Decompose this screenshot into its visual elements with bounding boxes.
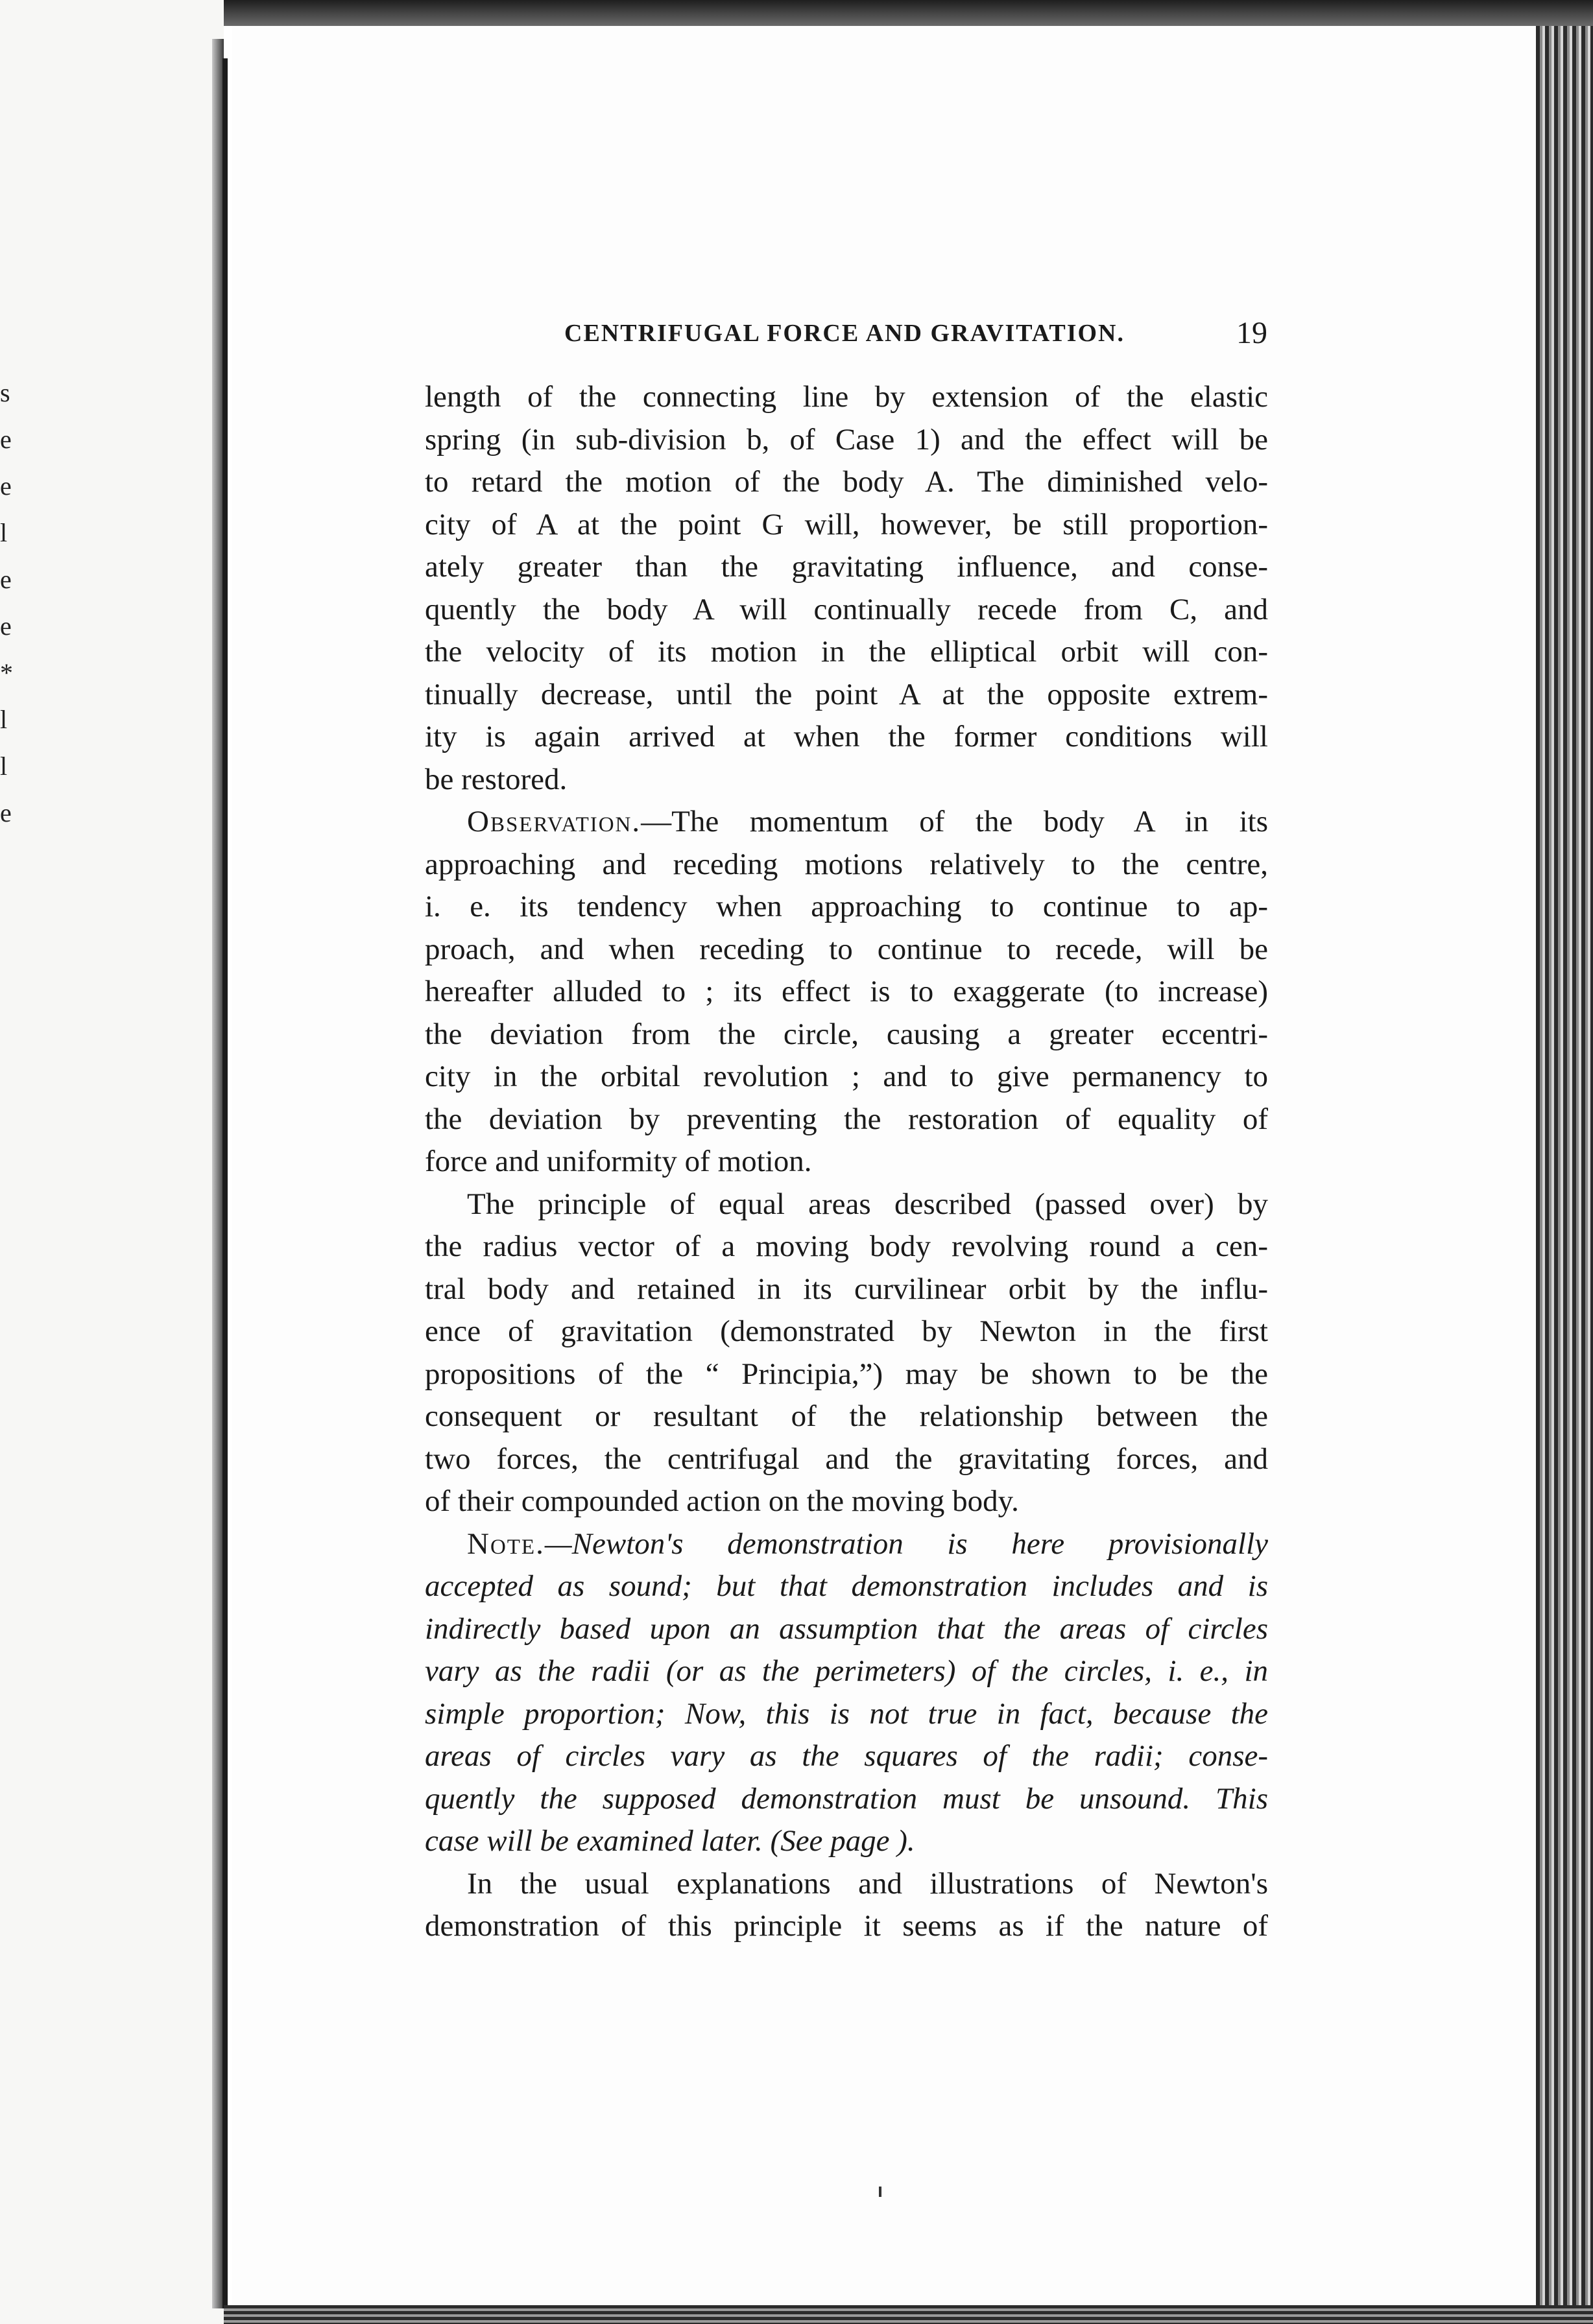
note-line: quently the supposed demonstration must be unsound. This <box>425 1781 1268 1816</box>
page-stack-edge-bottom <box>224 2305 1593 2324</box>
note-line: accepted as sound; but that demonstration includes and is <box>425 1569 1268 1603</box>
note-first-line-text: —Newton's demonstration is here provisionally <box>544 1526 1268 1561</box>
text-line: spring (in sub-division b, of Case 1) and the effect will be <box>425 422 1268 456</box>
text-line: be restored. <box>425 762 568 796</box>
observation-label: Observation. <box>467 805 641 838</box>
text-line: hereafter alluded to ; its effect is to exaggerate (to increase) <box>425 975 1268 1008</box>
text-line: of their compounded action on the moving body. <box>425 1484 1019 1518</box>
ink-speck <box>879 2187 881 2197</box>
text-line: demonstration of this principle it seems as if the nature of <box>425 1909 1268 1943</box>
text-line: force and uniformity of motion. <box>425 1144 812 1178</box>
fragment: e <box>0 565 12 594</box>
observation-first-line <box>425 801 1268 844</box>
facing-page-left <box>0 0 224 2324</box>
note-label: Note. <box>467 1526 545 1561</box>
text-line: the velocity of its motion in the elliptical orbit will con- <box>425 635 1268 669</box>
text-line: proach, and when receding to continue to recede, will be <box>425 932 1268 966</box>
fragment: e <box>0 611 12 641</box>
text-line: approaching and receding motions relatively to the centre, <box>425 847 1268 881</box>
text-line: tinually decrease, until the point A at the opposite extrem- <box>425 677 1268 711</box>
fragment: l <box>0 705 8 734</box>
note-line: areas of circles vary as the squares of the radii; conse- <box>425 1739 1268 1773</box>
note-line: indirectly based upon an assumption that the areas of circles <box>425 1611 1268 1646</box>
text-line: city in the orbital revolution ; and to give permanency to <box>425 1060 1268 1093</box>
text-line: city of A at the point G will, however, be still proportion- <box>425 507 1268 541</box>
note-line: case will be examined later. (See page ). <box>425 1824 915 1858</box>
fragment: e <box>0 425 12 454</box>
text-line: length of the connecting line by extension of the elastic <box>425 380 1268 414</box>
fragment: l <box>0 518 8 547</box>
page-number: 19 <box>1236 316 1267 350</box>
text-line: the radius vector of a moving body revolving round a cen- <box>425 1229 1268 1263</box>
scan-top-shadow <box>224 0 1593 26</box>
page-stack-edge-right <box>1536 26 1593 2324</box>
text-line: The principle of equal areas described (passed over) by <box>467 1187 1268 1221</box>
fragment: l <box>0 752 8 781</box>
body-text <box>425 376 1268 1948</box>
fragment: e <box>0 471 12 501</box>
text-line: the deviation from the circle, causing a greater eccentri- <box>425 1017 1268 1051</box>
text-line: i. e. its tendency when approaching to continue to ap- <box>425 890 1268 923</box>
running-head-title: CENTRIFUGAL FORCE AND GRAVITATION. <box>564 320 1125 347</box>
text-line: two forces, the centrifugal and the gravitating forces, and <box>425 1441 1268 1476</box>
text-line: ity is again arrived at when the former conditions will <box>425 720 1268 753</box>
text-line: ately greater than the gravitating influence, and conse- <box>425 550 1268 584</box>
fragment: e <box>0 798 12 827</box>
note-line: vary as the radii (or as the perimeters) of the circles, i. e., in <box>425 1654 1268 1688</box>
note-line: simple proportion; Now, this is not true in fact, because the <box>425 1696 1268 1731</box>
text-line: the deviation by preventing the restoration of equality of <box>425 1102 1268 1136</box>
fragment: s <box>0 378 10 407</box>
text-line: ence of gravitation (demonstrated by Newton in the first <box>425 1314 1268 1348</box>
text-line: quently the body A will continually recede from C, and <box>425 592 1268 626</box>
text-line: tral body and retained in its curvilinear orbit by the influ- <box>425 1272 1268 1306</box>
gutter-line <box>222 58 228 2308</box>
text-line: consequent or resultant of the relationship between the <box>425 1399 1268 1433</box>
facing-page-text-fragments <box>0 370 19 836</box>
note-first-line <box>425 1523 1268 1566</box>
fragment: * <box>0 658 13 687</box>
observation-first-line-text: —The momentum of the body A in its <box>641 805 1268 838</box>
text-line: to retard the motion of the body A. The diminished velo- <box>425 465 1268 499</box>
text-line: propositions of the “ Principia,”) may be shown to be the <box>425 1357 1268 1391</box>
running-head <box>564 316 1267 355</box>
text-line: In the usual explanations and illustrations of Newton's <box>467 1866 1268 1901</box>
